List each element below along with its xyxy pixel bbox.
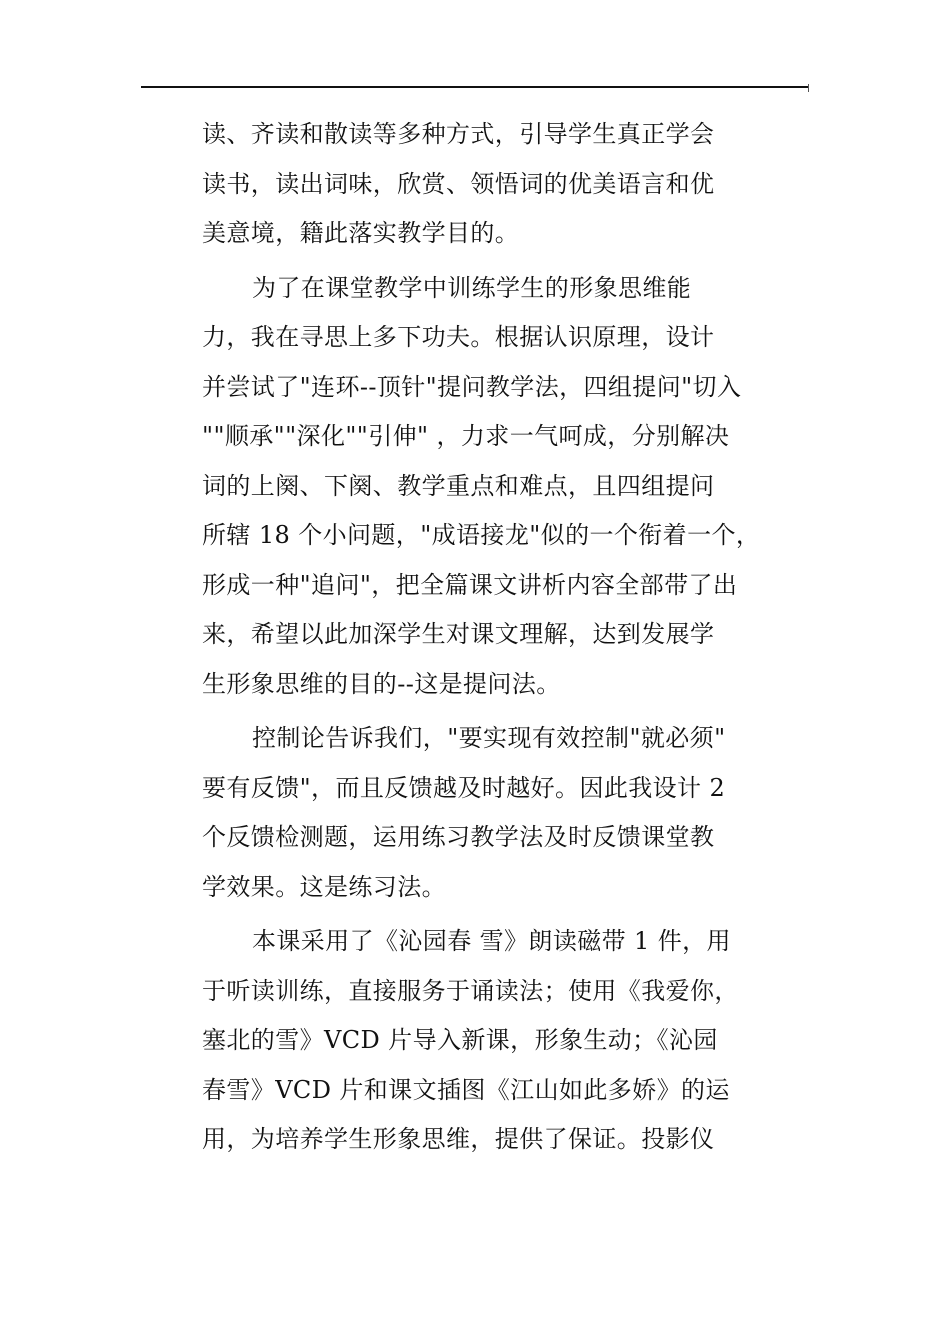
text-line: 学效果。这是练习法。 — [202, 872, 446, 901]
text-line: 美意境，籍此落实教学目的。 — [202, 219, 520, 247]
text-line: 春雪》VCD 片和课文插图《江山如此多娇》的运 — [202, 1075, 730, 1104]
text-line: ""顺承""深化""引伸" ，力求一气呵成，分别解决 — [202, 422, 730, 450]
text-line: 生形象思维的目的--这是提问法。 — [202, 669, 561, 698]
text-line: 读书，读出词味，欣赏、领悟词的优美语言和优 — [202, 169, 715, 198]
text-line: 并尝试了"连环--顶针"提问教学法，四组提问"切入 — [202, 372, 742, 401]
text-line: 个反馈检测题，运用练习教学法及时反馈课堂教 — [202, 823, 715, 851]
paragraph — [202, 264, 762, 710]
text-line: 塞北的雪》VCD 片导入新课，形象生动；《沁园 — [202, 1026, 718, 1054]
paragraph — [202, 714, 762, 912]
text-line: 词的上阕、下阕、教学重点和难点，且四组提问 — [202, 471, 715, 500]
text-line: 为了在课堂教学中训练学生的形象思维能 — [252, 273, 692, 302]
text-line: 力，我在寻思上多下功夫。根据认识原理，设计 — [202, 323, 715, 351]
text-line: 控制论告诉我们，"要实现有效控制"就必须" — [252, 724, 726, 752]
header-rule — [141, 86, 809, 88]
document-body — [202, 110, 762, 1165]
text-line: 读、齐读和散读等多种方式，引导学生真正学会 — [202, 120, 715, 148]
text-line: 用，为培养学生形象思维，提供了保证。投影仪 — [202, 1125, 715, 1153]
text-line: 要有反馈"，而且反馈越及时越好。因此我设计 2 — [202, 773, 726, 802]
text-line: 于听读训练，直接服务于诵读法；使用《我爱你， — [202, 976, 739, 1005]
text-line: 形成一种"追问"，把全篇课文讲析内容全部带了出 — [202, 570, 738, 599]
header-rule-end-mark — [808, 84, 809, 92]
paragraph — [202, 110, 762, 259]
text-line: 所辖 18 个小问题，"成语接龙"似的一个衔着一个， — [202, 521, 761, 549]
text-line: 本课采用了《沁园春 雪》朗读磁带 1 件，用 — [252, 927, 731, 955]
text-line: 来，希望以此加深学生对课文理解，达到发展学 — [202, 620, 715, 648]
paragraph — [202, 917, 762, 1165]
